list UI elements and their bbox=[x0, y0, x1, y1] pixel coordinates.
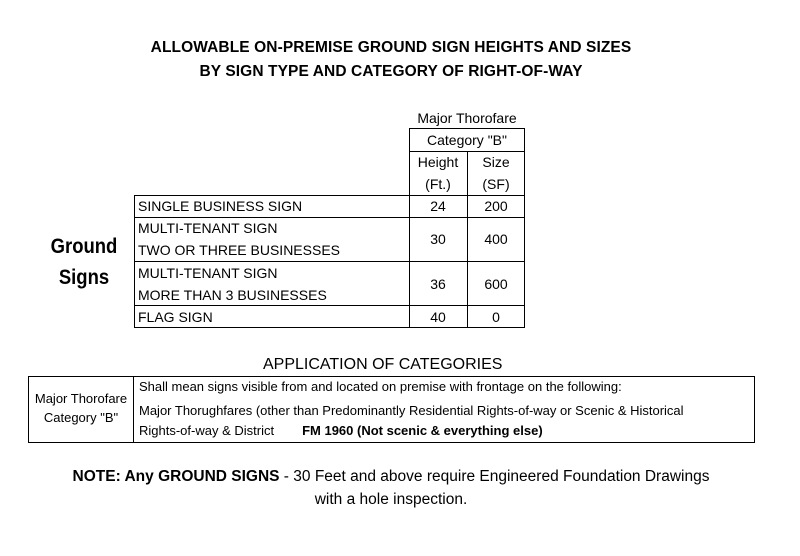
application-category-cell bbox=[29, 377, 134, 442]
row-label-line2: MORE THAN 3 BUSINESSES bbox=[138, 287, 327, 303]
application-line1: Shall mean signs visible from and located on premise with frontage on the following: bbox=[139, 379, 622, 394]
page-subtitle: BY SIGN TYPE AND CATEGORY OF RIGHT-OF-WAY bbox=[199, 63, 583, 80]
application-title: APPLICATION OF CATEGORIES bbox=[263, 356, 503, 373]
application-category-line1: Major Thorofare bbox=[34, 391, 128, 406]
row-size: 400 bbox=[484, 231, 508, 247]
application-category-line2: Category "B" bbox=[43, 410, 119, 425]
fm-1960-text: FM 1960 (Not scenic & everything else) bbox=[302, 423, 543, 438]
size-unit-header: (SF) bbox=[482, 176, 510, 192]
ground-label-line1: Ground bbox=[50, 235, 118, 258]
row-label: MULTI-TENANT SIGN bbox=[138, 220, 278, 236]
note-bold: GROUND SIGNS bbox=[158, 468, 280, 485]
table-rule bbox=[409, 128, 525, 129]
note-line1 bbox=[0, 465, 782, 488]
application-box bbox=[28, 376, 755, 443]
row-height: 24 bbox=[430, 198, 446, 214]
row-size: 600 bbox=[484, 276, 508, 292]
row-height: 30 bbox=[430, 231, 446, 247]
ground-label-line2: Signs bbox=[58, 266, 110, 289]
table-rule bbox=[134, 195, 135, 327]
table-rule bbox=[134, 327, 525, 328]
table-rule bbox=[524, 128, 525, 327]
height-unit-header: (Ft.) bbox=[425, 176, 451, 192]
height-header: Height bbox=[417, 154, 459, 170]
row-label: MULTI-TENANT SIGN bbox=[138, 265, 278, 281]
row-size: 200 bbox=[484, 198, 508, 214]
category-header: Category "B" bbox=[427, 132, 507, 148]
row-label: FLAG SIGN bbox=[138, 309, 213, 325]
note-text: - 30 Feet and above require Engineered Foundation Drawings bbox=[279, 468, 710, 485]
size-header: Size bbox=[482, 154, 510, 170]
table-rule bbox=[409, 128, 410, 327]
page-title: ALLOWABLE ON-PREMISE GROUND SIGN HEIGHTS AND SIZES bbox=[150, 39, 632, 56]
table-rule bbox=[467, 151, 468, 327]
application-line3-text: Rights-of-way & District bbox=[139, 423, 275, 438]
ground-signs-label bbox=[45, 231, 122, 293]
row-height: 36 bbox=[430, 276, 446, 292]
note-line2: with a hole inspection. bbox=[314, 491, 468, 508]
row-label: SINGLE BUSINESS SIGN bbox=[138, 198, 303, 214]
row-height: 40 bbox=[430, 309, 446, 325]
row-size: 0 bbox=[492, 309, 500, 325]
note-prefix: NOTE: Any bbox=[72, 468, 159, 485]
group-header: Major Thorofare bbox=[417, 110, 517, 126]
application-line3 bbox=[139, 422, 543, 440]
application-line2: Major Thorughfares (other than Predominantly Residential Rights-of-way or Scenic & Historical bbox=[139, 403, 684, 418]
row-label-line2: TWO OR THREE BUSINESSES bbox=[138, 242, 340, 258]
note bbox=[0, 465, 782, 511]
